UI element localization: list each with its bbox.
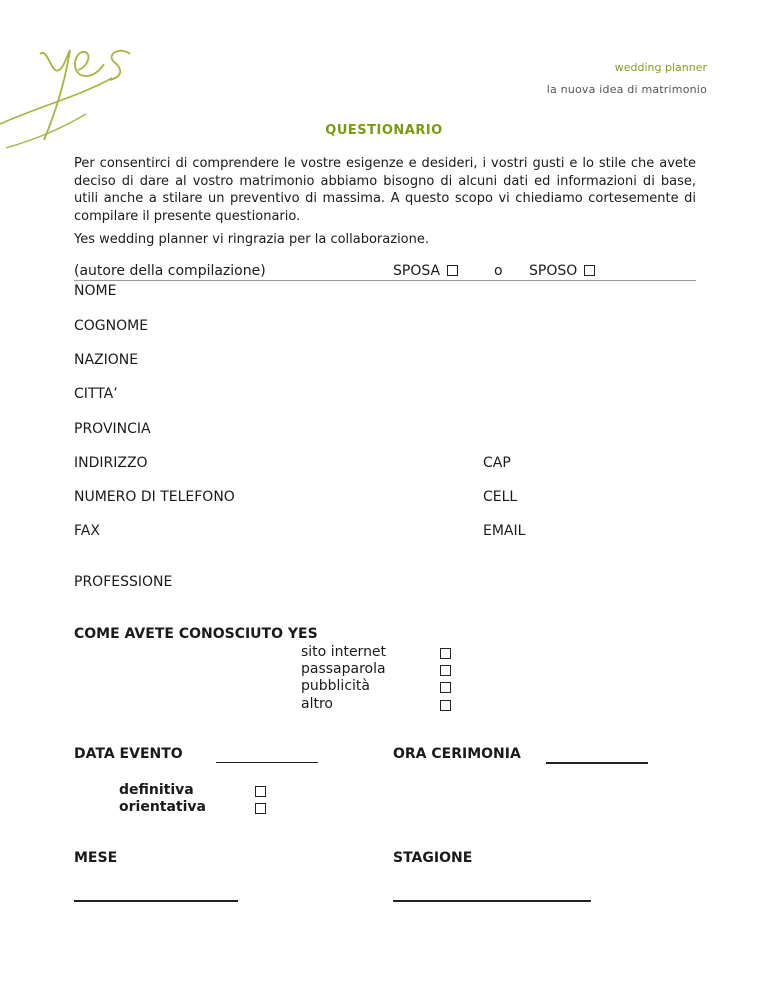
brand-name: wedding planner — [614, 61, 707, 74]
thanks-text: Yes wedding planner vi ringrazia per la collaborazione. — [74, 232, 430, 247]
source-option-label: altro — [301, 696, 333, 712]
sposa-label: SPOSA — [393, 263, 441, 279]
season-input[interactable] — [393, 886, 591, 902]
field-indirizzo: INDIRIZZO — [74, 455, 148, 471]
ceremony-time-input[interactable] — [546, 748, 648, 764]
yes-logo — [0, 36, 170, 160]
orientativa-label: orientativa — [119, 799, 206, 815]
definitiva-label: definitiva — [119, 782, 194, 798]
event-date-label: DATA EVENTO — [74, 746, 183, 762]
sposa-option — [393, 263, 458, 279]
source-option-label: sito internet — [301, 644, 387, 660]
field-cell: CELL — [483, 489, 518, 505]
field-cognome: COGNOME — [74, 318, 149, 334]
month-input[interactable] — [74, 886, 238, 902]
ceremony-time-label: ORA CERIMONIA — [393, 746, 521, 762]
source-option-label: pubblicità — [301, 678, 370, 694]
orientativa-checkbox[interactable] — [255, 803, 266, 814]
definitiva-checkbox[interactable] — [255, 786, 266, 797]
intro-paragraph: Per consentirci di comprendere le vostre esigenze e desideri, i vostri gusti e lo stile che avete deciso di dare al vostro matrimonio abbiamo bisogno di alcuni dati ed informazioni di base, utili anche a stilare un preventivo di massima. A questo scopo vi chiediamo cortesemente di compilare il presente questionario. — [74, 156, 696, 224]
sposo-checkbox[interactable] — [584, 265, 595, 276]
source-checkbox-altro[interactable] — [440, 700, 451, 711]
brand-tagline: la nuova idea di matrimonio — [546, 83, 707, 96]
field-citta: CITTA’ — [74, 386, 118, 402]
sposo-option — [529, 263, 595, 279]
event-date-input[interactable] — [216, 748, 318, 763]
logo-text: yes — [30, 56, 32, 57]
month-label: MESE — [74, 850, 118, 866]
sposo-label: SPOSO — [529, 263, 578, 279]
field-fax: FAX — [74, 523, 100, 539]
field-professione: PROFESSIONE — [74, 574, 173, 590]
field-telefono: NUMERO DI TELEFONO — [74, 489, 235, 505]
sposa-checkbox[interactable] — [447, 265, 458, 276]
source-option-label: passaparola — [301, 661, 386, 677]
field-provincia: PROVINCIA — [74, 421, 151, 437]
source-heading: COME AVETE CONOSCIUTO YES — [74, 626, 318, 642]
field-nome: NOME — [74, 283, 117, 299]
divider — [74, 280, 696, 281]
author-label: (autore della compilazione) — [74, 263, 266, 279]
field-cap: CAP — [483, 455, 511, 471]
page-title: QUESTIONARIO — [325, 123, 443, 138]
source-checkbox-pubblicita[interactable] — [440, 682, 451, 693]
field-email: EMAIL — [483, 523, 526, 539]
season-label: STAGIONE — [393, 850, 473, 866]
yes-logo-mark — [0, 36, 170, 156]
field-nazione: NAZIONE — [74, 352, 139, 368]
source-checkbox-passaparola[interactable] — [440, 665, 451, 676]
source-checkbox-sito[interactable] — [440, 648, 451, 659]
or-text: o — [494, 263, 503, 279]
